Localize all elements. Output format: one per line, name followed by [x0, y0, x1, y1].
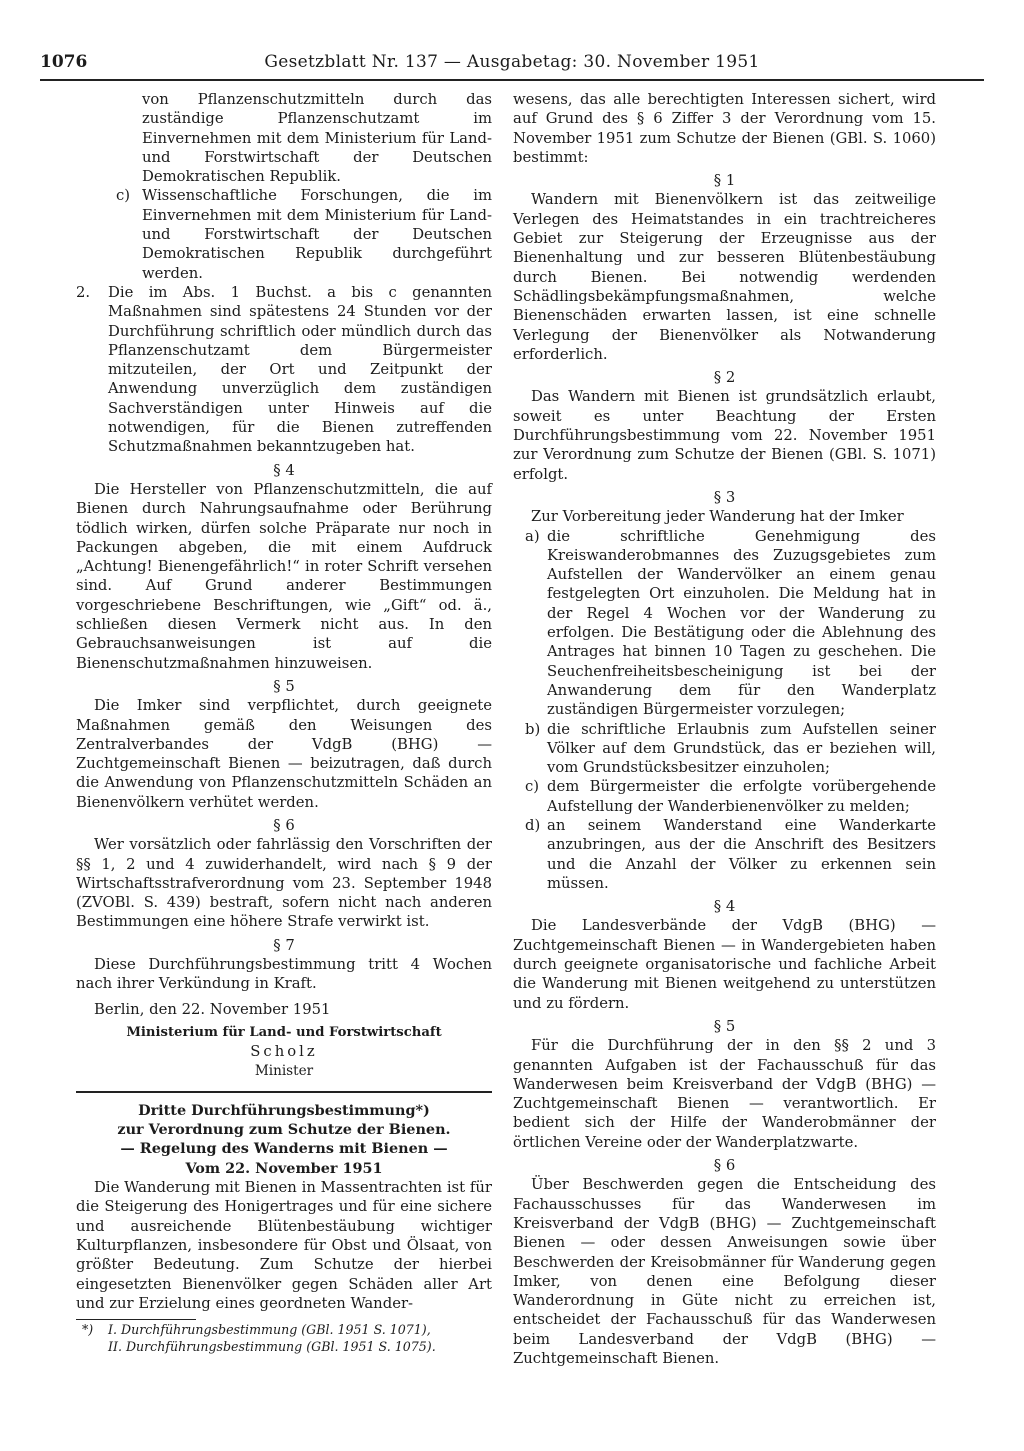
item-text: Wissenschaftliche Forschungen, die im Einvernehmen mit dem Ministerium für Land- und Forstwirtschaft der Deutschen Demokratischen Republik durchgeführt werden. [142, 187, 492, 282]
item-text: Die im Abs. 1 Buchst. a bis c genannten Maßnahmen sind spätestens 24 Stunden vor der Durchführung schriftlich oder mündlich durch das Pflanzenschutzamt dem Bürgermeister mitzuteilen, der Ort und Zeitpunkt der Anwendung unverzüglich dem zuständigen Sachverständigen unter Hinweis auf die notwendigen, für die Bienen zutreffenden Schutzmaßnahmen bekanntzugeben hat. [108, 283, 492, 456]
item-label: b) [525, 720, 541, 738]
section-text-6: Wer vorsätzlich oder fahrlässig den Vorschriften der §§ 1, 2 und 4 zuwiderhandelt, wird nach § 9 der Wirtschaftsstrafverordnung vom 23. September 1948 (ZVOBl. S. 439) bestraft, sofern nicht nach anderen Bestimmungen eine höhere Strafe verwirkt ist. [76, 836, 492, 931]
footnote-rule [76, 1319, 196, 1320]
right-column [513, 90, 936, 1368]
section-text-5: Die Imker sind verpflichtet, durch geeignete Maßnahmen gemäß den Weisungen des Zentralverbandes der VdgB (BHG) — Zuchtgemeinschaft Bienen — beizutragen, daß durch die Anwendung von Pflanzenschutzmitteln Schäden an Bienenvölkern verhütet werden. [76, 697, 492, 811]
item-c-intro: von Pflanzenschutzmitteln durch das zuständige Pflanzenschutzamt im Einvernehmen mit dem Ministerium für Land- und Forstwirtschaft der Deutschen Demokratischen Republik. [142, 91, 492, 186]
item-label: d) [525, 816, 541, 834]
section-heading-7: § 7 [273, 936, 295, 954]
section-3-intro: Zur Vorbereitung jeder Wanderung hat der Imker [531, 508, 904, 526]
footnote-mark: *) [82, 1322, 94, 1338]
page-number: 1076 [40, 52, 88, 72]
section-heading-2: § 2 [713, 369, 736, 387]
regulation-date: Vom 22. November 1951 [185, 1159, 383, 1177]
signer-role: Minister [254, 1062, 314, 1079]
item-label: c) [525, 778, 540, 796]
gazette-title: Gesetzblatt Nr. 137 — Ausgabetag: 30. November 1951 [264, 52, 760, 72]
item-label: a) [525, 527, 540, 545]
section-text-4: Die Hersteller von Pflanzenschutzmitteln, die auf Bienen durch Nahrungsaufnahme oder Berührung tödlich wirken, dürfen solche Präparate nur noch in Packungen abgeben, die mit einem Aufdruck „Achtung! Bienengefährlich!“ in roter Schrift versehen sind. Auf Grund anderer Bestimmungen vorgeschriebene Beschriftungen, wie „Gift“ od. ä., schließen diesen Vermerk nicht aus. In den Gebrauchsanweisungen ist auf die Bienenschutzmaßnahmen hinzuweisen. [76, 480, 492, 672]
section-heading-6: § 6 [273, 816, 295, 834]
list-item-c [76, 186, 492, 282]
page-header [40, 52, 984, 78]
regulation-title-line-2: zur Verordnung zum Schutze der Bienen. [117, 1121, 451, 1139]
list-item-a [513, 527, 936, 720]
footnote-text: II. Durchführungsbestimmung (GBl. 1951 S. 1075). [108, 1338, 436, 1354]
section-text-6: Über Beschwerden gegen die Entscheidung des Fachausschusses für das Wanderwesen im Kreisverband der VdgB (BHG) — Zuchtgemeinschaft Bienen — oder dessen Anweisungen sowie über Beschwerden der Kreisobmänner für Wanderung gegen Imker, von denen eine Befolgung dieser Wanderordnung in Güte nicht zu erreichen ist, entscheidet der Fachausschuß für das Wanderwesen beim Landesverband der VdgB (BHG) — Zuchtgemeinschaft Bienen. [513, 1176, 936, 1367]
section-text-4: Die Landesverbände der VdgB (BHG) — Zuchtgemeinschaft Bienen — in Wandergebieten haben durch geeignete organisatorische und fachliche Arbeit die Wanderung mit Bienen weitgehend zu unterstützen und zu fördern. [513, 917, 936, 1012]
section-heading-4: § 4 [273, 461, 295, 479]
item-text: die schriftliche Genehmigung des Kreiswanderobmannes des Zuzugsgebietes zum Aufstellen der Wandervölker an einem genau festgelegten Ort einzuholen. Die Meldung hat in der Regel 4 Wochen vor der Wanderung zu erfolgen. Die Bestätigung oder die Ablehnung des Antrages hat binnen 10 Tagen zu geschehen. Die Seuchenfreiheitsbescheinigung ist bei der Anwanderung dem für den Wanderplatz zuständigen Bürgermeister vorzulegen; [547, 527, 936, 719]
section-heading-5: § 5 [273, 677, 295, 695]
section-text-7: Diese Durchführungsbestimmung tritt 4 Wochen nach ihrer Verkündung in Kraft. [76, 956, 492, 993]
regulation-title-line-1: Dritte Durchführungsbestimmung*) [138, 1101, 430, 1119]
section-text-1: Wandern mit Bienenvölkern ist das zeitweilige Verlegen des Heimatstandes in ein trachtreicheres Gebiet zur Steigerung der Erzeugnisse aus der Bienenhaltung und zur besseren Blütenbestäubung durch Bienen. Bei notwendig werdenden Schädlingsbekämpfungsmaßnahmen, welche Bienenschäden erwarten lassen, ist eine schnelle Verlegung der Bienenvölker als Notwanderung erforderlich. [513, 191, 936, 363]
footnote-text: I. Durchführungsbestimmung (GBl. 1951 S. 1071), [108, 1322, 431, 1338]
footnote-1 [76, 1322, 492, 1339]
left-column [76, 90, 492, 1355]
section-heading-3: § 3 [713, 488, 736, 506]
list-item-2 [76, 283, 492, 457]
header-rule [40, 79, 984, 81]
list-item-d [513, 816, 936, 893]
item-text: die schriftliche Erlaubnis zum Aufstellen seiner Völker auf dem Grundstück, das er beziehen will, vom Grundstücksbesitzer einzuholen; [547, 720, 936, 777]
section-heading-1: § 1 [713, 172, 736, 190]
regulation-title-line-3: — Regelung des Wanderns mit Bienen — [120, 1140, 448, 1158]
section-text-5: Für die Durchführung der in den §§ 2 und 3 genannten Aufgaben ist der Fachausschuß für das Wanderwesen beim Kreisverband der VdgB (BHG) — Zuchtgemeinschaft Bienen — verantwortlich. Er bedient sich der Hilfe der Wanderobmänner der örtlichen Vereine oder der Wanderplatzwarte. [513, 1037, 936, 1151]
date-line: Berlin, den 22. November 1951 [94, 1000, 331, 1018]
section-divider [76, 1091, 492, 1093]
footnote-2 [76, 1339, 492, 1356]
item-text: dem Bürgermeister die erfolgte vorübergehende Aufstellung der Wanderbienenvölker zu melden; [547, 778, 936, 815]
item-label: c) [116, 187, 131, 205]
section-heading-5: § 5 [713, 1017, 736, 1035]
section-heading-4: § 4 [713, 898, 736, 916]
section-heading-6: § 6 [713, 1157, 736, 1175]
section-text-2: Das Wandern mit Bienen ist grundsätzlich erlaubt, soweit es unter Beachtung der Ersten Durchführungsbestimmung vom 22. November 1951 zur Verordnung zum Schutze der Bienen (GBl. S. 1071) erfolgt. [513, 388, 936, 483]
item-label: 2. [76, 283, 91, 301]
signer-name: Scholz [250, 1043, 318, 1061]
item-text: an seinem Wanderstand eine Wanderkarte anzubringen, aus der die Anschrift des Besitzers und die Anzahl der Völker zu erkennen sein müssen. [547, 816, 936, 892]
right-intro: wesens, das alle berechtigten Interessen sichert, wird auf Grund des § 6 Ziffer 3 der Verordnung vom 15. November 1951 zum Schutze der Bienen (GBl. S. 1060) bestimmt: [513, 91, 936, 166]
preamble: Die Wanderung mit Bienen in Massentrachten ist für die Steigerung des Honigertrages und für eine sichere und ausreichende Blütenbestäubung wichtiger Kulturpflanzen, insbesondere für Obst und Ölsaat, von größter Bedeutung. Zum Schutze der hierbei eingesetzten Bienenvölker gegen Schäden aller Art und zur Erzielung eines geordneten Wander- [76, 1179, 492, 1312]
ministry-name: Ministerium für Land- und Forstwirtschaft [126, 1024, 442, 1040]
list-item-c [513, 777, 936, 816]
list-item-b [513, 720, 936, 778]
